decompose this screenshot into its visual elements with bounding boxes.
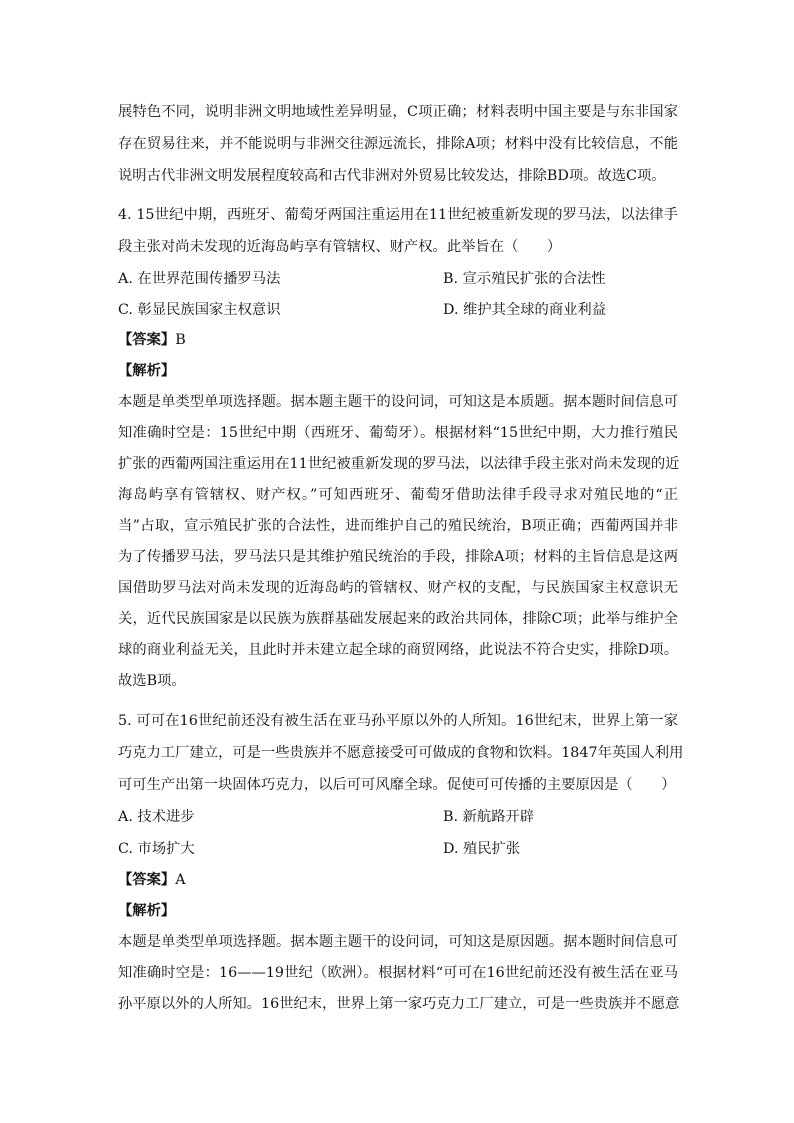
q4-option-c: C. 彰显民族国家主权意识 (118, 302, 281, 318)
q4-analysis-line: 为了传播罗马法，罗马法只是其维护殖民统治的手段，排除A项；材料的主旨信息是这两 (118, 549, 678, 565)
q4-stem-line: 段主张对尚未发现的近海岛屿享有管辖权、财产权。此举旨在（ ） (118, 239, 562, 255)
q4-option-a: A. 在世界范围传播罗马法 (118, 271, 281, 287)
q5-option-b: B. 新航路开辟 (443, 809, 535, 825)
q5-option-c: C. 市场扩大 (118, 841, 195, 857)
q4-stem-line: 4. 15世纪中期，西班牙、葡萄牙两国注重运用在11世纪被重新发现的罗马法，以法律手 (118, 207, 678, 223)
intro-line: 说明古代非洲文明发展程度较高和古代非洲对外贸易比较发达，排除BD项。故选C项。 (118, 168, 666, 184)
answer-label: 【答案】 (118, 332, 176, 348)
q4-analysis-line: 海岛屿享有管辖权、财产权。”可知西班牙、葡萄牙借助法律手段寻求对殖民地的“正 (118, 487, 678, 503)
q4-option-b: B. 宣示殖民扩张的合法性 (443, 271, 606, 287)
answer-value: B (175, 332, 186, 348)
q4-analysis-line: 关，近代民族国家是以民族为族群基础发展起来的政治共同体，排除C项；此举与维护全 (118, 611, 678, 627)
intro-line: 存在贸易往来，并不能说明与非洲交往源远流长，排除A项；材料中没有比较信息，不能 (118, 136, 678, 152)
q4-analysis-line: 当”占取，宣示殖民扩张的合法性，进而维护自己的殖民统治，B项正确；西葡两国并非 (118, 518, 678, 534)
q5-option-d: D. 殖民扩张 (443, 841, 521, 857)
q4-analysis-line: 国借助罗马法对尚未发现的近海岛屿的管辖权、财产权的支配，与民族国家主权意识无 (118, 580, 678, 596)
answer-value: A (175, 872, 186, 888)
q4-analysis-line: 知准确时空是：15世纪中期（西班牙、葡萄牙）。根据材料“15世纪中期，大力推行殖民 (118, 425, 678, 441)
q4-analysis-line: 本题是单类型单项选择题。据本题主题干的设问词，可知这是本质题。据本题时间信息可 (118, 394, 678, 410)
q5-analysis-label: 【解析】 (118, 903, 176, 919)
q4-analysis-line: 故选B项。 (118, 673, 186, 689)
q4-analysis-line: 扩张的西葡两国注重运用在11世纪被重新发现的罗马法，以法律手段主张对尚未发现的近 (118, 456, 680, 472)
q4-analysis-line: 球的商业利益无关，且此时并未建立起全球的商贸网络，此说法不符合史实，排除D项。 (118, 642, 678, 658)
q4-analysis-label: 【解析】 (118, 363, 176, 379)
q5-stem-line: 巧克力工厂建立，可是一些贵族并不愿意接受可可做成的食物和饮料。1847年英国人利用 (118, 745, 684, 761)
intro-line: 展特色不同，说明非洲文明地域性差异明显，C项正确；材料表明中国主要是与东非国家 (118, 104, 678, 120)
q5-stem-line: 可可生产出第一块固体巧克力，以后可可风靡全球。促使可可传播的主要原因是（ ） (118, 777, 676, 793)
q4-option-d: D. 维护其全球的商业利益 (443, 302, 607, 318)
q5-answer (118, 870, 186, 890)
q5-analysis-line: 孙平原以外的人所知。16世纪末，世界上第一家巧克力工厂建立，可是一些贵族并不愿意 (118, 996, 680, 1012)
q5-analysis-line: 本题是单类型单项选择题。据本题主题干的设问词，可知这是原因题。据本题时间信息可 (118, 934, 678, 950)
q5-option-a: A. 技术进步 (118, 809, 195, 825)
q5-stem-line: 5. 可可在16世纪前还没有被生活在亚马孙平原以外的人所知。16世纪末，世界上第一家 (118, 713, 678, 729)
q5-analysis-line: 知准确时空是：16——19世纪（欧洲）。根据材料“可可在16世纪前还没有被生活在亚马 (118, 965, 678, 981)
answer-label: 【答案】 (118, 872, 176, 888)
q4-answer (118, 330, 186, 350)
